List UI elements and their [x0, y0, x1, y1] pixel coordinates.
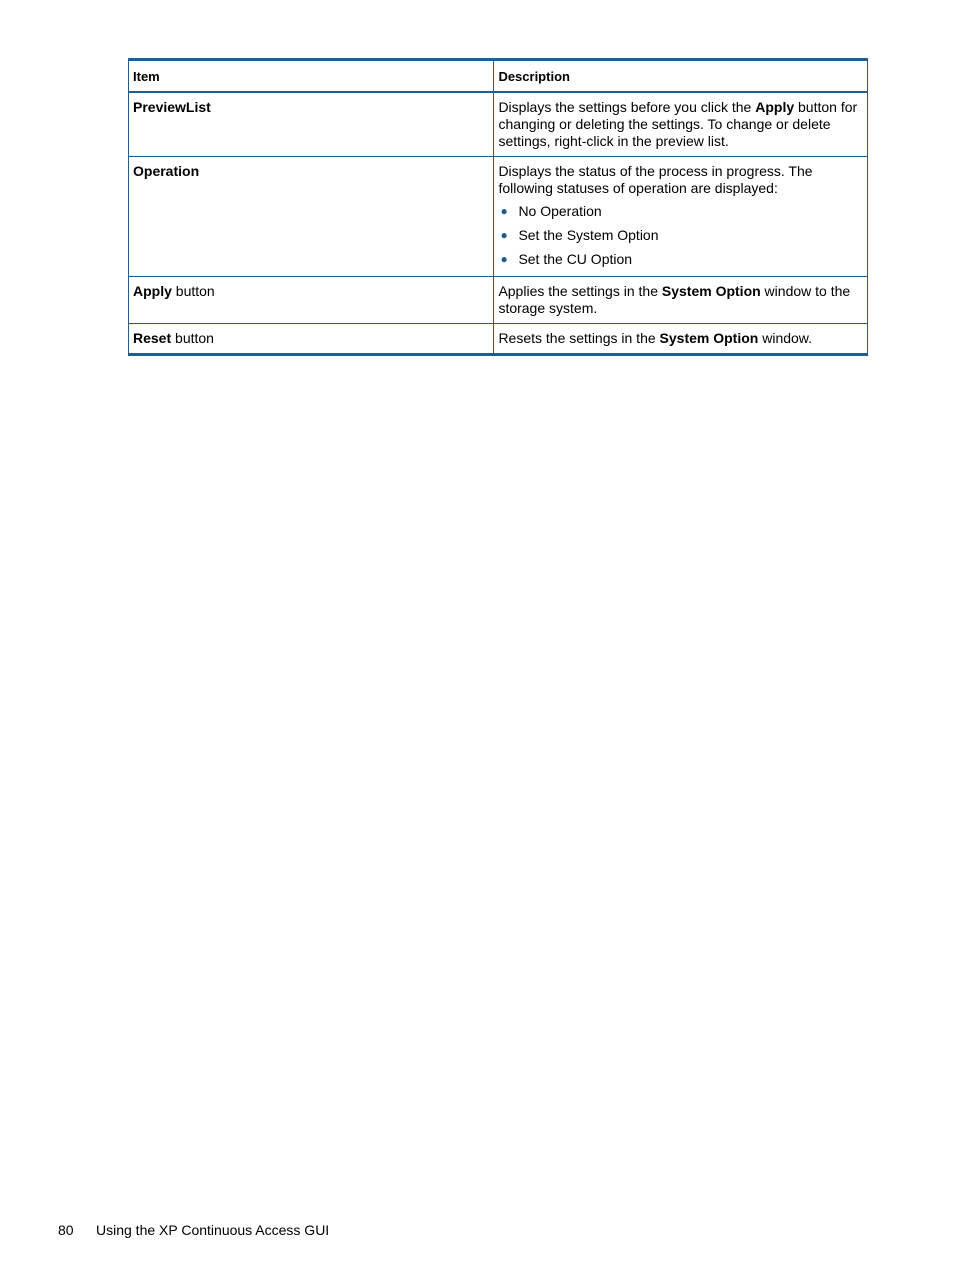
description-text: Displays the status of the process in progress. The following statuses of operation are displayed:: [498, 163, 813, 196]
bullet-icon: ●: [500, 228, 508, 242]
item-cell: [129, 157, 494, 277]
list-item-label: Set the System Option: [518, 227, 659, 243]
list-item-label: Set the CU Option: [518, 251, 633, 267]
list-item: [498, 203, 861, 220]
table-row: [129, 277, 868, 324]
description-text: Applies the settings in the: [498, 283, 662, 299]
description-bold: System Option: [659, 330, 759, 346]
list-item: [498, 251, 861, 268]
description-text: window.: [758, 330, 813, 346]
description-text: Displays the settings before you click the: [498, 99, 756, 115]
item-cell: [129, 277, 494, 324]
description-bold: Apply: [755, 99, 795, 115]
item-name: Operation: [133, 163, 200, 179]
footer-section-title: Using the XP Continuous Access GUI: [96, 1222, 330, 1238]
operation-status-list: [498, 203, 861, 268]
description-cell: [494, 324, 868, 355]
header-description: Description: [494, 60, 868, 93]
item-cell: [129, 92, 494, 157]
page-number: 80: [58, 1222, 74, 1238]
table-header-row: [129, 60, 868, 93]
settings-table: [128, 58, 868, 356]
item-name: PreviewList: [133, 99, 211, 115]
description-text: window to the storage system.: [498, 283, 851, 316]
list-item: [498, 227, 861, 244]
table-row: [129, 92, 868, 157]
header-item: Item: [129, 60, 494, 93]
item-name: Apply: [133, 283, 172, 299]
description-cell: [494, 277, 868, 324]
description-cell: [494, 157, 868, 277]
item-cell: [129, 324, 494, 355]
bullet-icon: ●: [500, 204, 508, 218]
page-footer: [58, 1222, 329, 1238]
item-suffix: button: [171, 330, 214, 346]
description-cell: [494, 92, 868, 157]
table-row: [129, 157, 868, 277]
item-name: Reset: [133, 330, 172, 346]
list-item-label: No Operation: [518, 203, 602, 219]
bullet-icon: ●: [500, 252, 508, 266]
description-text: button for changing or deleting the settings. To change or delete settings, right-click in the preview list.: [498, 99, 858, 149]
table-row: [129, 324, 868, 355]
item-suffix: button: [171, 283, 215, 299]
description-bold: System Option: [661, 283, 761, 299]
description-text: Resets the settings in the: [498, 330, 660, 346]
